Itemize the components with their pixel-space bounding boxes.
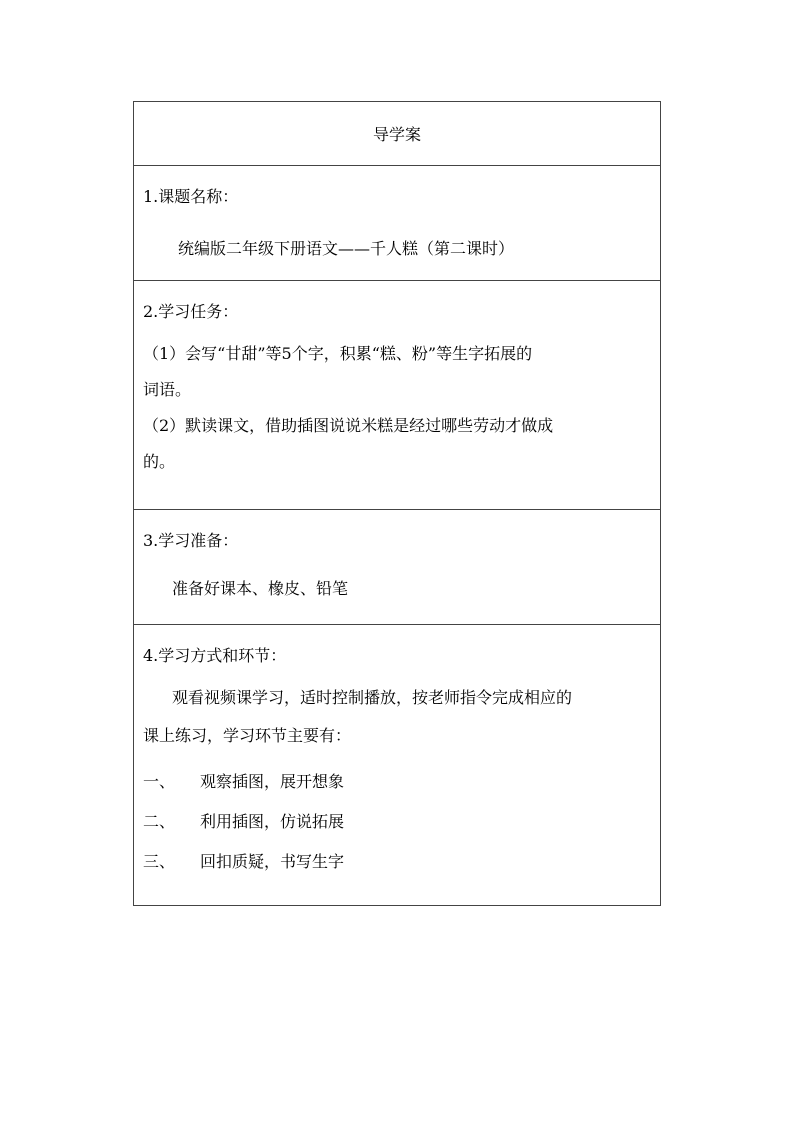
step-item: [134, 771, 660, 793]
section-heading: 1.课题名称：: [143, 187, 239, 206]
step-number: 一、: [143, 772, 176, 791]
step-number: 二、: [143, 812, 176, 831]
section-line: （1）会写“甘甜”等5个字，积累“糕、粉”等生字拓展的: [143, 344, 533, 363]
lesson-plan-table: [133, 101, 661, 906]
step-number: 三、: [143, 852, 176, 871]
section-line: 课上练习，学习环节主要有：: [143, 726, 352, 745]
section-heading: 4.学习方式和环节：: [143, 646, 287, 665]
step-text: 回扣质疑，书写生字: [200, 852, 345, 871]
document-title: 导学案: [134, 102, 661, 166]
section-heading: 2.学习任务：: [143, 302, 239, 321]
step-item: [134, 811, 660, 833]
step-item: [134, 851, 660, 873]
section-line: 准备好课本、橡皮、铅笔: [172, 579, 349, 598]
section-tasks: [134, 281, 661, 510]
section-line: 词语。: [143, 380, 192, 399]
section-line: 观看视频课学习，适时控制播放，按老师指令完成相应的: [172, 688, 573, 707]
step-text: 利用插图，仿说拓展: [200, 812, 345, 831]
section-topic: [134, 166, 661, 281]
step-text: 观察插图，展开想象: [200, 772, 345, 791]
section-line: 统编版二年级下册语文——千人糕（第二课时）: [178, 239, 515, 258]
section-preparation: [134, 510, 661, 625]
section-line: 的。: [143, 452, 176, 471]
section-line: （2）默读课文，借助插图说说米糕是经过哪些劳动才做成: [143, 416, 554, 435]
section-heading: 3.学习准备：: [143, 531, 239, 550]
section-method: [134, 625, 661, 906]
